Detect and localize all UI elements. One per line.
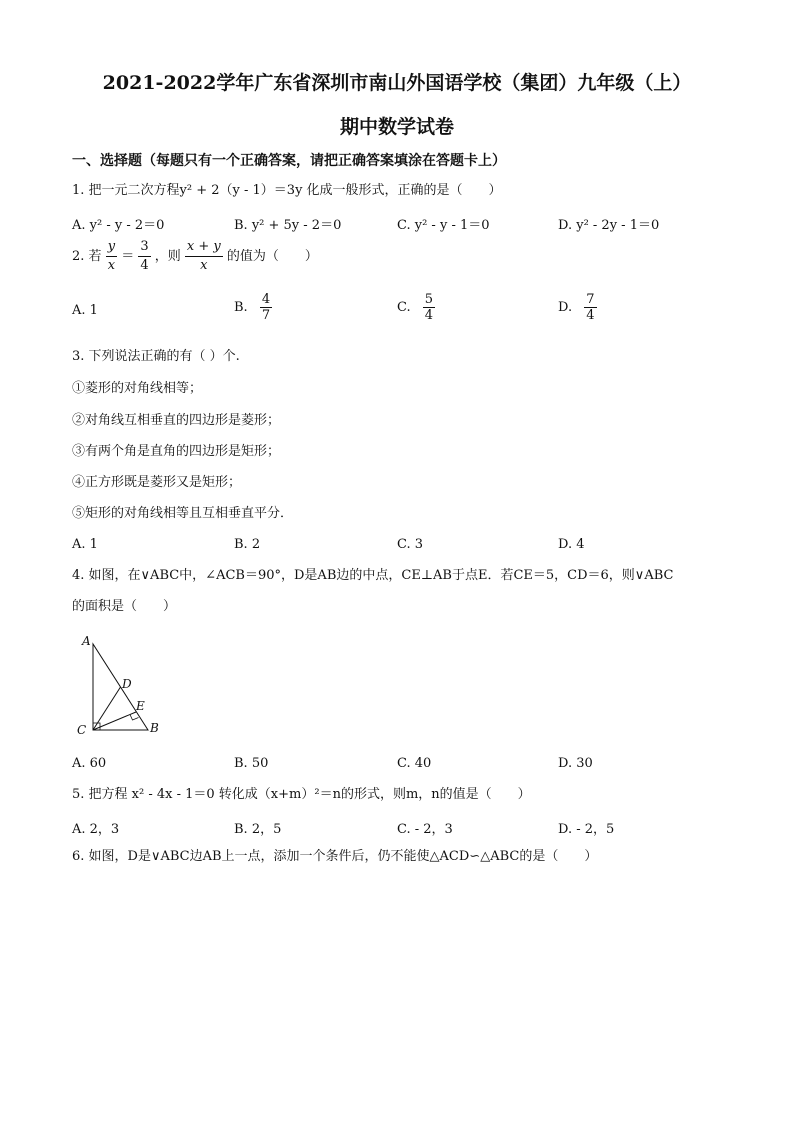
q2-f1-numerator: y bbox=[107, 239, 116, 254]
q5-option-d: D. - 2，5 bbox=[558, 822, 615, 837]
q3-statement-3: ③有两个角是直角的四边形是矩形； bbox=[72, 444, 281, 459]
section-heading: 一、选择题（每题只有一个正确答案，请把正确答案填涂在答题卡上） bbox=[72, 153, 506, 169]
q2-option-d bbox=[558, 292, 597, 323]
q2-option-a: A. 1 bbox=[72, 303, 98, 318]
question-1-stem: 1. 把一元二次方程y² + 2（y - 1）＝3y 化成一般形式，正确的是（ ） bbox=[72, 183, 502, 198]
q2-f3-numerator: x + y bbox=[186, 239, 221, 254]
q2-option-c-fraction bbox=[423, 292, 435, 323]
segment-ce bbox=[93, 712, 136, 730]
label-b: B bbox=[150, 721, 159, 735]
q4-triangle-figure bbox=[72, 630, 172, 742]
q4-option-a: A. 60 bbox=[72, 756, 107, 771]
q5-option-a: A. 2，3 bbox=[72, 822, 120, 837]
segment-cd bbox=[93, 687, 121, 730]
q3-statement-4: ④正方形既是菱形又是矩形； bbox=[72, 475, 242, 490]
q2-d-numerator: 7 bbox=[586, 292, 595, 307]
q2-f2-numerator: 3 bbox=[140, 239, 149, 254]
q3-statement-2: ②对角线互相垂直的四边形是菱形； bbox=[72, 413, 281, 428]
q2-c-numerator: 5 bbox=[424, 292, 434, 307]
q2-f1-denominator: x bbox=[106, 256, 117, 275]
q2-b-numerator: 4 bbox=[261, 292, 271, 307]
q2-option-b-fraction bbox=[260, 292, 272, 323]
q2-option-d-fraction bbox=[584, 292, 596, 323]
q2-fraction-y-over-x bbox=[106, 238, 117, 275]
q2-b-denominator: 7 bbox=[261, 308, 271, 323]
q2-fraction-3-over-4 bbox=[138, 238, 150, 275]
q2-option-b bbox=[234, 292, 272, 323]
q2-option-b-label: B. bbox=[234, 300, 248, 315]
exam-title-line2: 期中数学试卷 bbox=[339, 116, 454, 138]
q3-statement-1: ①菱形的对角线相等； bbox=[72, 381, 203, 396]
q2-suffix: 的值为（ ） bbox=[226, 249, 318, 264]
q2-equals: ＝ bbox=[121, 249, 135, 264]
q3-option-d: D. 4 bbox=[558, 537, 585, 552]
q2-option-c-label: C. bbox=[397, 300, 411, 315]
q2-fraction-xy-over-x bbox=[185, 238, 223, 275]
q3-option-b: B. 2 bbox=[234, 537, 261, 552]
q1-option-a: A. y² - y - 2＝0 bbox=[72, 218, 165, 233]
q5-option-c: C. - 2，3 bbox=[397, 822, 453, 837]
q2-option-d-label: D. bbox=[558, 300, 573, 315]
q2-option-c bbox=[397, 292, 435, 323]
question-4-stem-line2: 的面积是（ ） bbox=[72, 599, 177, 614]
exam-title-line1: 2021-2022学年广东省深圳市南山外国语学校（集团）九年级（上） bbox=[102, 72, 692, 94]
q3-statement-5: ⑤矩形的对角线相等且互相垂直平分． bbox=[72, 506, 294, 521]
q2-middle-text: ，则 bbox=[154, 249, 181, 264]
label-e: E bbox=[136, 699, 145, 713]
q2-f3-denominator: x bbox=[185, 256, 223, 275]
q1-option-d: D. y² - 2y - 1＝0 bbox=[558, 218, 660, 233]
question-4-stem-line1: 4. 如图，在∨ABC中，∠ACB＝90°，D是AB边的中点，CE⊥AB于点E．若CE＝5，CD＝6，则∨ABC bbox=[72, 568, 674, 583]
q2-c-denominator: 4 bbox=[424, 308, 434, 323]
label-c: C bbox=[77, 723, 87, 737]
q5-option-b: B. 2，5 bbox=[234, 822, 282, 837]
question-2-stem bbox=[72, 238, 318, 275]
q2-f2-denominator: 4 bbox=[140, 258, 149, 273]
q1-option-c: C. y² - y - 1＝0 bbox=[397, 218, 490, 233]
question-3-stem: 3. 下列说法正确的有（ ）个. bbox=[72, 349, 240, 364]
q3-option-a: A. 1 bbox=[72, 537, 98, 552]
q4-option-b: B. 50 bbox=[234, 756, 269, 771]
label-d: D bbox=[122, 677, 132, 691]
q4-option-d: D. 30 bbox=[558, 756, 593, 771]
q3-option-c: C. 3 bbox=[397, 537, 424, 552]
q4-option-c: C. 40 bbox=[397, 756, 432, 771]
question-6-stem: 6. 如图，D是∨ABC边AB上一点，添加一个条件后，仍不能使△ACD∽△ABC的是（ ） bbox=[72, 849, 598, 864]
q2-d-denominator: 4 bbox=[586, 308, 595, 323]
right-angle-mark-e bbox=[130, 715, 139, 721]
q2-prefix: 2. 若 bbox=[72, 249, 102, 264]
q1-option-b: B. y² + 5y - 2＝0 bbox=[234, 218, 342, 233]
label-a: A bbox=[82, 634, 91, 648]
question-5-stem: 5. 把方程 x² - 4x - 1＝0 转化成（x+m）²＝n的形式，则m，n的值是（ ） bbox=[72, 787, 531, 802]
